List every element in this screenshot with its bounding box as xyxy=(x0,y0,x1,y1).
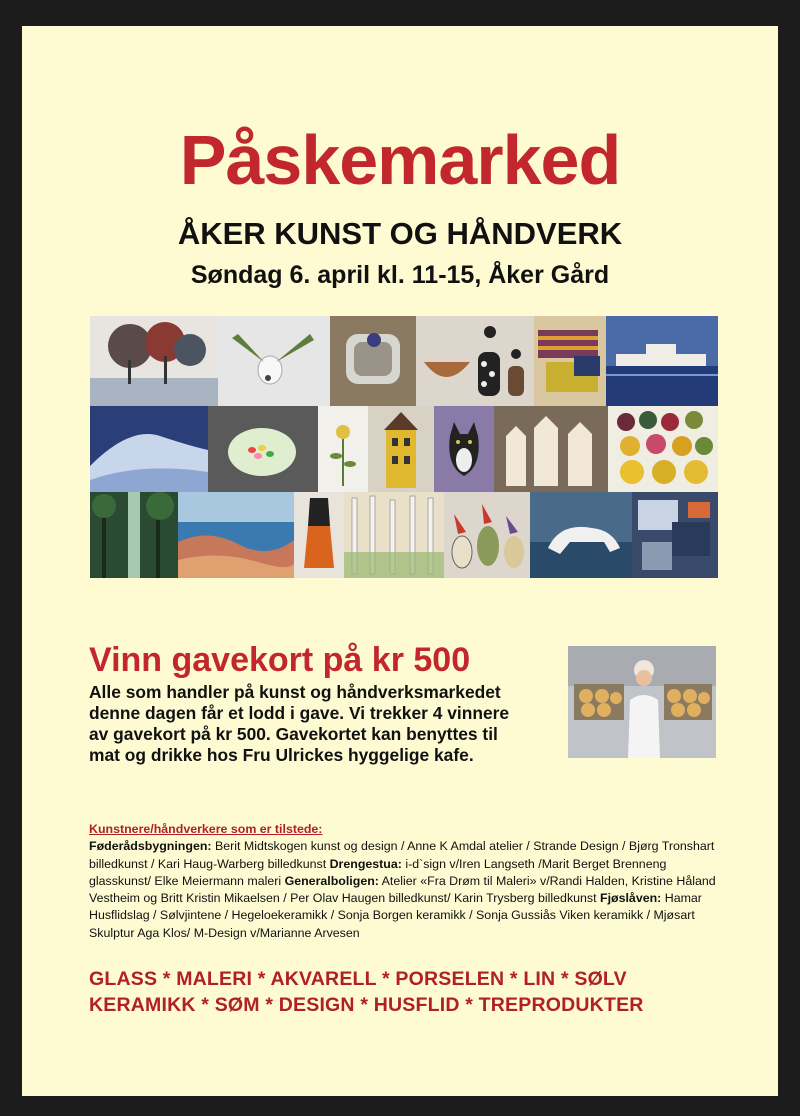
photo-polar-bear-painting xyxy=(530,492,632,578)
photo-forest-painting xyxy=(90,492,178,578)
event-date-location: Søndag 6. april kl. 11-15, Åker Gård xyxy=(190,261,610,289)
poster xyxy=(22,26,778,1096)
artists-list xyxy=(89,838,717,942)
gift-card-line: av gavekort på kr 500. Gavekortet kan benyttes til xyxy=(89,724,498,744)
venue-artists: i-d`sign v/Iren Langseth /Marit Berget Brenneng glasskunst/ Elke Meiermann maleri xyxy=(89,856,667,888)
photo-woven-cushions xyxy=(534,316,606,406)
photo-ceramic-bird xyxy=(218,316,330,406)
artists-section xyxy=(89,821,717,942)
photo-wooden-carvings xyxy=(494,406,608,492)
venue-label: Føderådsbygningen: xyxy=(89,839,212,854)
crafts-list xyxy=(89,966,749,1018)
artists-heading: Kunstnere/håndverkere som er tilstede: xyxy=(89,822,323,836)
photo-ceramic-bowl-and-jars xyxy=(416,316,534,406)
photo-snowy-hill-painting xyxy=(90,406,208,492)
venue-artists: Berit Midtskogen kunst og design / Anne K Amdal atelier / Strande Design / Bjørg Tronshart billedkunst / Kari Haug-Warberg billedkunst xyxy=(89,839,715,871)
gift-card-heading: Vinn gavekort på kr 500 xyxy=(89,641,471,679)
gift-card-line: denne dagen får et lodd i gave. Vi trekker 4 vinnere xyxy=(89,703,510,723)
gift-card-description xyxy=(89,682,539,766)
venue-label: Fjøslåven: xyxy=(600,891,662,906)
poster-subtitle: ÅKER KUNST OG HÅNDVERK xyxy=(177,216,623,251)
photo-botanical-drawing xyxy=(318,406,368,492)
photo-cat-painting xyxy=(434,406,494,492)
photo-watercolor-trees xyxy=(90,316,218,406)
poster-title: Påskemarked xyxy=(179,121,621,199)
venue-label: Drengestua: xyxy=(329,856,402,871)
photo-orange-skirt xyxy=(294,492,344,578)
gift-card-line: Alle som handler på kunst og håndverksmarkedet xyxy=(89,682,501,702)
photo-yellow-house-figure xyxy=(368,406,434,492)
crafts-line: GLASS * MALERI * AKVARELL * PORSELEN * LIN * SØLV xyxy=(89,968,627,990)
photo-ceramic-birds xyxy=(444,492,530,578)
photo-easter-egg-bowl xyxy=(208,406,318,492)
venue-artists: Atelier «Fra Drøm til Maleri» v/Randi Halden, Kristine Håland Vestheim og Britt Kristin Mikaelsen / Per Olav Haugen billedkunst/ Karin Trysberg billedkunst xyxy=(89,873,716,906)
photo-harbor-painting xyxy=(606,316,718,406)
photo-yarn-balls xyxy=(608,406,718,492)
photo-coastal-painting xyxy=(178,492,294,578)
venue-artists: Hamar Husflidslag / Sølvjintene / Hegeloekeramikk / Sonja Borgen keramikk / Sonja Gussiås Viken keramikk / Mjøsart Skulptur Aga Klos/ M-Design v/Marianne Arvesen xyxy=(89,891,702,940)
crafts-line: KERAMIKK * SØM * DESIGN * HUSFLID * TREPRODUKTER xyxy=(89,994,644,1016)
venue-label: Generalboligen: xyxy=(284,873,379,888)
photo-baker-with-buns xyxy=(568,646,716,758)
photo-abstract-painting xyxy=(632,492,718,578)
gift-card-line: mat og drikke hos Fru Ulrickes hyggelige kafe. xyxy=(89,745,474,765)
photo-birch-painting xyxy=(344,492,444,578)
photo-silver-ring xyxy=(330,316,416,406)
